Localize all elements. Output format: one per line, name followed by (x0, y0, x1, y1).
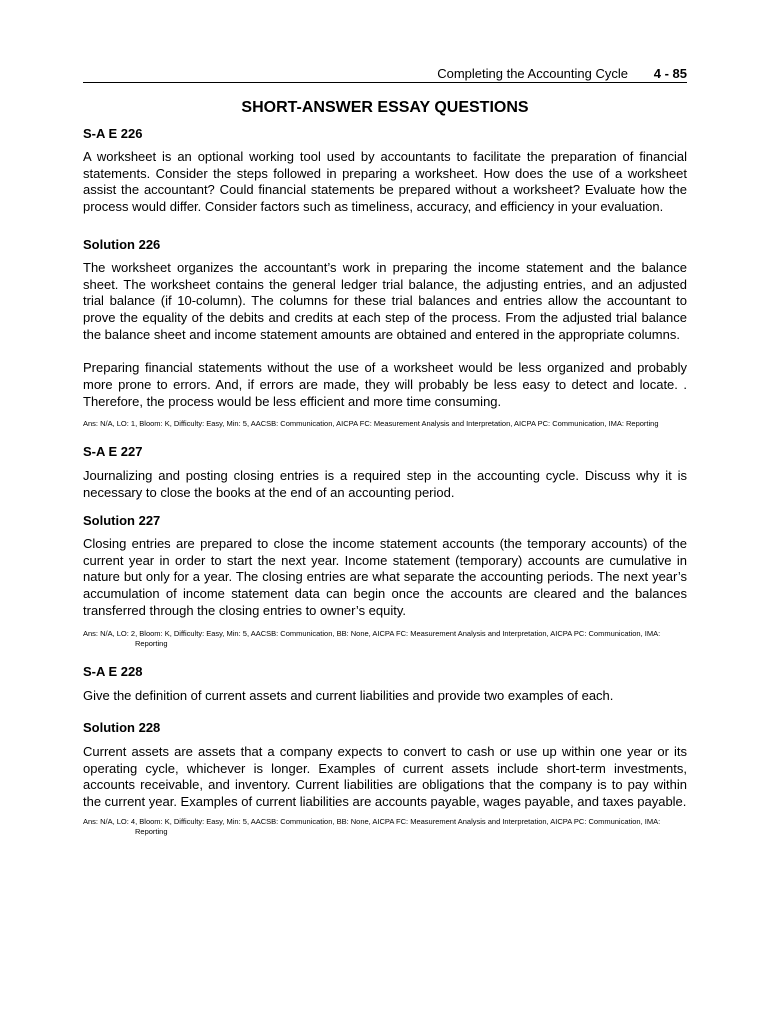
solution-227-paragraph-1: Closing entries are prepared to close the income statement accounts (the temporary accounts) of the current year in order to start the next year. Income statement (temporary) accounts are cumulative in nature but only for a year. The closing entries are what separate the accounting periods. The next year’s accumulation of income statement data can begin once the accounts are cleared and the balances transferred through the closing entries to owner’s equity. (83, 535, 687, 618)
question-228-text: Give the definition of current assets and current liabilities and provide two examples of each. (83, 688, 614, 704)
running-header (83, 62, 687, 83)
solution-228-answer-metadata: Ans: N/A, LO: 4, Bloom: K, Difficulty: Easy, Min: 5, AACSB: Communication, BB: None, AICPA FC: Measurement Analysis and Interpretation, AICPA PC: Communication, IMA: Reporting (83, 816, 661, 836)
page-number: 4 - 85 (653, 66, 687, 81)
question-228-label: S-A E 228 (83, 664, 143, 680)
question-226-text: A worksheet is an optional working tool used by accountants to facilitate the preparation of financial statements. Consider the steps followed in preparing a worksheet. How does the use of a worksheet assist the accountant? Could financial statements be prepared without a worksheet? Evaluate how the process would differ. Consider factors such as timeliness, accuracy, and efficiency in your evaluation. (83, 149, 687, 215)
question-227-text: Journalizing and posting closing entries is a required step in the accounting cycle. Discuss why it is necessary to close the books at the end of an accounting period. (83, 468, 687, 501)
document-page (83, 62, 687, 837)
solution-226-answer-metadata: Ans: N/A, LO: 1, Bloom: K, Difficulty: Easy, Min: 5, AACSB: Communication, AICPA FC: Measurement Analysis and Interpretation, AICPA PC: Communication, IMA: Reporting (83, 419, 659, 429)
solution-226-paragraph-2: Preparing financial statements without the use of a worksheet would be less organized and probably more prone to errors. And, if errors are made, they will probably be less easy to detect and locate. . Therefore, the process would be less efficient and more time consuming. (83, 360, 687, 409)
solution-226-label: Solution 226 (83, 236, 161, 252)
solution-228-paragraph-1: Current assets are assets that a company expects to convert to cash or use up within one year or its operating cycle, whichever is longer. Examples of current assets include short-term investments, accounts receivable, and inventory. Current liabilities are obligations that the company is to pay within the current year. Examples of current liabilities are accounts payable, wages payable, and taxes payable. (83, 744, 687, 810)
question-226-label: S-A E 226 (83, 126, 143, 141)
solution-228-label: Solution 228 (83, 720, 161, 736)
question-227-label: S-A E 227 (83, 444, 143, 460)
solution-227-answer-metadata: Ans: N/A, LO: 2, Bloom: K, Difficulty: Easy, Min: 5, AACSB: Communication, BB: None, AICPA FC: Measurement Analysis and Interpretation, AICPA PC: Communication, IMA: Reporting (83, 629, 661, 649)
solution-226-paragraph-1: The worksheet organizes the accountant’s work in preparing the income statement and the balance sheet. The worksheet contains the general ledger trial balance, the adjusting entries, and an adjusted trial balance (if 10-column). The columns for these trial balances and entries allow the accountant to prove the equality of the debits and credits at each step of the process. From the adjusted trial balance the balance sheet and income statement amounts are obtained and entered in the appropriate columns. (83, 259, 687, 342)
chapter-title: Completing the Accounting Cycle (437, 66, 628, 81)
solution-227-label: Solution 227 (83, 512, 161, 528)
section-title: SHORT-ANSWER ESSAY QUESTIONS (241, 99, 529, 116)
